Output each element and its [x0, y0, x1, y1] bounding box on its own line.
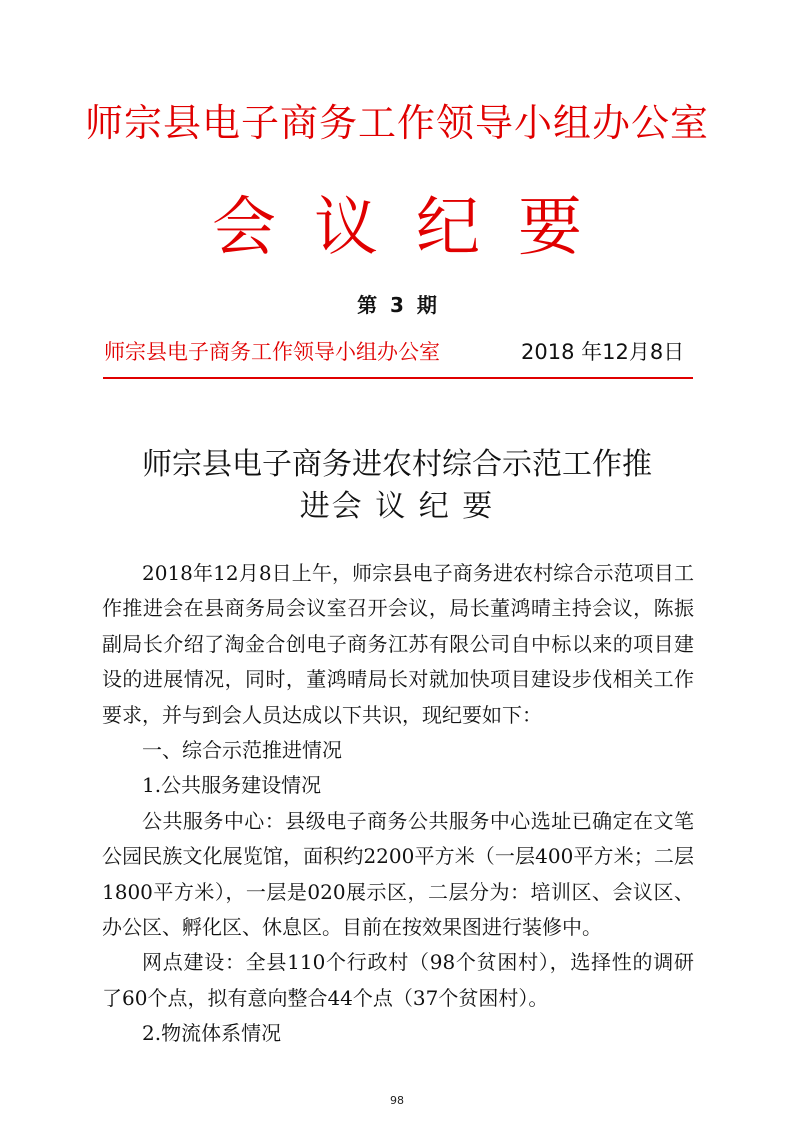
document-body — [102, 556, 694, 1052]
paragraph-intro: 2018年12月8日上午，师宗县电子商务进农村综合示范项目工作推进会在县商务局会议室召开会议，局长董鸿晴主持会议，陈振副局长介绍了淘金合创电子商务江苏有限公司自中标以来的项目建设的进展情况，同时，董鸿晴局长对就加快项目建设步伐相关工作要求，并与到会人员达成以下共识，现纪要如下： — [102, 561, 694, 727]
issue-number: 第 3 期 — [357, 293, 437, 317]
document-type-heading: 会议纪要 — [212, 191, 620, 265]
issue-date: 2018 年12月8日 — [521, 340, 685, 364]
red-divider — [103, 377, 693, 379]
subsection-heading-1: 1.公共服务建设情况 — [142, 773, 322, 798]
page-number: 98 — [390, 1094, 404, 1107]
org-title: 师宗县电子商务工作领导小组办公室 — [84, 101, 709, 145]
paragraph-network-points: 网点建设：全县110个行政村（98个贫困村），选择性的调研了60个点，拟有意向整合44个点（37个贫困村）。 — [102, 950, 694, 1010]
document-title-line-2: 进会 议 纪 要 — [299, 489, 495, 524]
subsection-heading-2: 2.物流体系情况 — [142, 1021, 282, 1046]
paragraph-service-center: 公共服务中心：县级电子商务公共服务中心选址已确定在文笔公园民族文化展览馆，面积约2200平方米（一层400平方米；二层1800平方米），一层是020展示区，二层分为：培训区、会议区、办公区、孵化区、休息区。目前在按效果图进行装修中。 — [102, 808, 694, 940]
document-title — [0, 444, 794, 528]
issuer-line — [104, 336, 692, 366]
document-title-line-1: 师宗县电子商务进农村综合示范工作推 — [142, 447, 652, 482]
issuer-name: 师宗县电子商务工作领导小组办公室 — [104, 340, 440, 364]
section-heading-1: 一、综合示范推进情况 — [142, 738, 342, 763]
